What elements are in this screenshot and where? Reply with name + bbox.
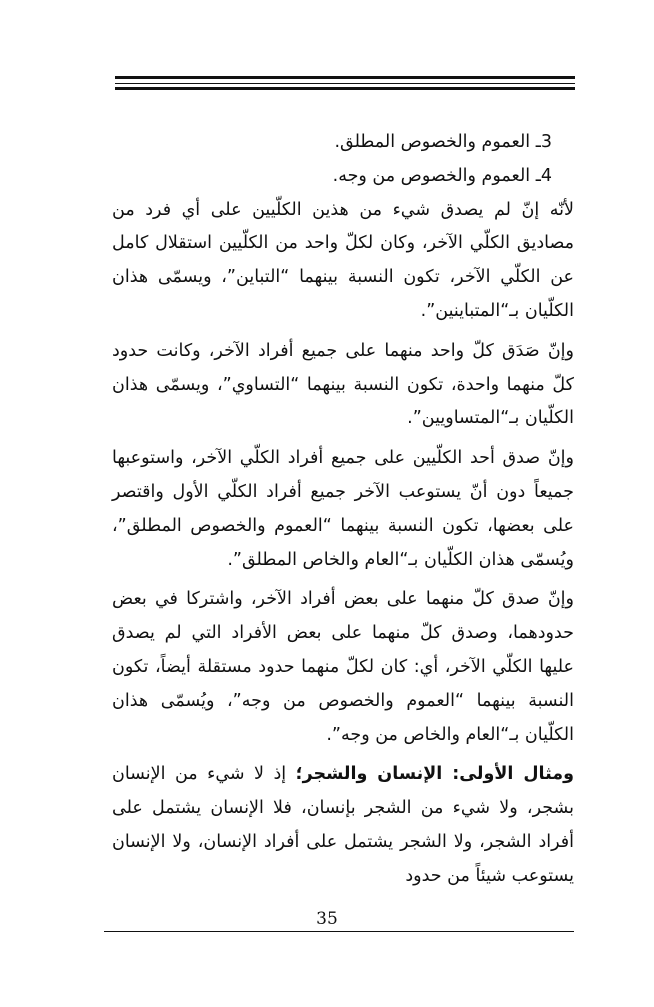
- paragraph-tabayun: لأنّه إنّ لم يصدق شيء من هذين الكلّيين على أي فرد من مصاديق الكلّي الآخر، وكان لكلّ واحد من الكلّيين استقلال كامل عن الكلّي الآخر، تكون النسبة بينهما “التباين”، ويسمّى هذان الكلّيان بـ“المتباينين”.: [112, 199, 574, 321]
- example-text: إذ لا شيء من الإنسان بشجر، ولا شيء من الشجر بإنسان، فلا الإنسان يشتمل على أفراد الشجر، ولا الشجر يشتمل على أفراد الإنسان، ولا الإنسان يستوعب شيئاً من حدود: [112, 764, 574, 886]
- list-item-3: 3ـ العموم والخصوص المطلق.: [334, 132, 552, 152]
- page-number: 35: [316, 909, 338, 929]
- header-rule-thin: [115, 83, 575, 84]
- paragraph-tasawi: وإنّ صَدَق كلّ واحد منهما على جميع أفراد الآخر، وكانت حدود كلّ منهما واحدة، تكون النسبة بينهما “التساوي”، ويسمّى هذان الكلّيان بـ“المتساويين”.: [112, 340, 574, 429]
- example-lead: ومثال الأولى: الإنسان والشجر؛: [295, 764, 574, 785]
- page-body: [112, 126, 574, 894]
- header-rule-thick-top: [115, 76, 575, 79]
- list-item-4: 4ـ العموم والخصوص من وجه.: [332, 165, 552, 186]
- header-rule-thick-bottom: [115, 87, 575, 90]
- paragraph-umum-wajh: وإنّ صدق كلّ منهما على بعض أفراد الآخر، واشتركا في بعض حدودهما، وصدق كلّ منهما على بعض الأفراد التي لم يصدق عليها الكلّي الآخر، أي: كان لكلّ منهما حدود مستقلة أيضاً، تكون النسبة بينهما “العموم والخصوص من وجه”، ويُسمّى هذان الكلّيان بـ“العام والخاص من وجه”.: [112, 589, 574, 745]
- paragraph-example: [112, 758, 574, 893]
- footer-rule: [104, 931, 574, 932]
- paragraph-umum-mutlaq: وإنّ صدق أحد الكلّيين على جميع أفراد الكلّي الآخر، واستوعبها جميعاً دون أنّ يستوعب الآخر جميع أفراد الكلّي الأول واقتصر على بعضها، تكون النسبة بينهما “العموم والخصوص المطلق”، ويُسمّى هذان الكلّيان بـ“العام والخاص المطلق”.: [112, 448, 574, 570]
